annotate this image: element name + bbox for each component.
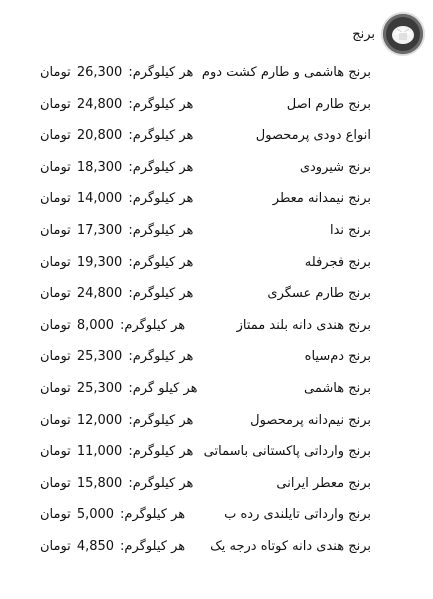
unit-label: هر کیلوگرم:	[128, 159, 194, 175]
item-name: برنج هاشمی و طارم کشت دوم	[201, 65, 371, 80]
price-row	[0, 311, 433, 343]
price-row	[0, 184, 433, 216]
price-value: 14,000	[76, 191, 123, 207]
price-row	[0, 532, 433, 564]
item-name: برنج ندا	[330, 222, 371, 238]
price-row	[0, 374, 433, 406]
item-price	[40, 349, 193, 364]
item-price	[40, 444, 193, 459]
currency-label: تومان	[40, 254, 71, 270]
price-value: 25,300	[76, 380, 123, 396]
currency-label: تومان	[40, 96, 71, 112]
price-row	[0, 216, 433, 248]
currency-label: تومان	[40, 475, 71, 491]
price-value: 20,800	[76, 128, 123, 144]
item-price	[40, 128, 193, 143]
unit-label: هر کیلوگرم:	[128, 65, 194, 80]
price-value: 8,000	[76, 317, 115, 333]
currency-label: تومان	[40, 507, 71, 523]
unit-label: هر کیلوگرم:	[128, 475, 194, 491]
currency-label: تومان	[40, 380, 71, 396]
unit-label: هر کیلوگرم:	[128, 412, 194, 428]
item-name: برنج هندی دانه کوتاه درجه یک	[210, 538, 371, 554]
item-price	[40, 223, 193, 238]
price-value: 18,300	[76, 159, 123, 175]
item-price	[40, 160, 193, 175]
item-price	[40, 476, 193, 491]
unit-label: هر کیلوگرم:	[120, 538, 186, 554]
price-row	[0, 58, 433, 90]
item-name: برنج وارداتی تایلندی رده ب	[224, 507, 371, 523]
item-name: برنج هاشمی	[304, 380, 371, 396]
item-price	[40, 318, 185, 333]
item-name: برنج نیم‌دانه پرمحصول	[250, 412, 371, 428]
price-value: 25,300	[76, 349, 123, 365]
page-title: برنج	[352, 26, 375, 42]
price-value: 15,800	[76, 475, 123, 491]
currency-label: تومان	[40, 538, 71, 554]
price-row	[0, 500, 433, 532]
price-value: 12,000	[76, 412, 123, 428]
item-name: برنج دم‌سیاه	[304, 349, 371, 365]
price-row	[0, 121, 433, 153]
item-price	[40, 255, 193, 270]
currency-label: تومان	[40, 128, 71, 144]
item-name: برنج طارم عسگری	[267, 286, 371, 302]
unit-label: هر کیلوگرم:	[128, 254, 194, 270]
currency-label: تومان	[40, 286, 71, 302]
price-row	[0, 406, 433, 438]
item-price	[40, 286, 193, 301]
currency-label: تومان	[40, 222, 71, 238]
currency-label: تومان	[40, 317, 71, 333]
item-price	[40, 539, 185, 554]
item-name: برنج هندی دانه بلند ممتاز	[236, 317, 371, 333]
item-name: برنج نیمدانه معطر	[272, 191, 371, 207]
currency-label: تومان	[40, 412, 71, 428]
item-name: انواع دودی پرمحصول	[255, 128, 371, 144]
price-row	[0, 437, 433, 469]
currency-label: تومان	[40, 349, 71, 365]
unit-label: هر کیلوگرم:	[120, 507, 186, 523]
item-price	[40, 65, 193, 80]
item-price	[40, 191, 193, 206]
currency-label: تومان	[40, 444, 71, 460]
unit-label: هر کیلوگرم:	[120, 317, 186, 333]
price-value: 11,000	[76, 444, 123, 460]
price-value: 24,800	[76, 96, 123, 112]
rice-bowl-icon	[383, 14, 423, 54]
unit-label: هر کیلوگرم:	[128, 128, 194, 144]
price-value: 4,850	[76, 538, 115, 554]
currency-label: تومان	[40, 65, 71, 80]
price-row	[0, 153, 433, 185]
unit-label: هر کیلوگرم:	[128, 444, 194, 460]
price-value: 17,300	[76, 222, 123, 238]
item-price	[40, 507, 185, 522]
item-name: برنج معطر ایرانی	[276, 475, 371, 491]
unit-label: هر کیلوگرم:	[128, 191, 194, 207]
page-header	[352, 12, 423, 56]
price-value: 5,000	[76, 507, 115, 523]
price-value: 26,300	[76, 65, 123, 80]
item-price	[40, 97, 193, 112]
price-row	[0, 342, 433, 374]
unit-label: هر کیلوگرم:	[128, 349, 194, 365]
price-value: 19,300	[76, 254, 123, 270]
price-list	[0, 58, 433, 564]
unit-label: هر کیلوگرم:	[128, 286, 194, 302]
item-name: برنج شیرودی	[299, 159, 371, 175]
currency-label: تومان	[40, 191, 71, 207]
item-name: برنج وارداتی پاکستانی باسماتی	[203, 444, 371, 460]
unit-label: هر کیلو گرم:	[128, 380, 198, 396]
item-price	[40, 381, 198, 396]
unit-label: هر کیلوگرم:	[128, 96, 194, 112]
item-name: برنج طارم اصل	[286, 96, 371, 112]
item-price	[40, 413, 193, 428]
price-row	[0, 469, 433, 501]
unit-label: هر کیلوگرم:	[128, 222, 194, 238]
currency-label: تومان	[40, 159, 71, 175]
item-name: برنج فجرفله	[304, 254, 371, 270]
price-row	[0, 90, 433, 122]
price-value: 24,800	[76, 286, 123, 302]
price-row	[0, 248, 433, 280]
price-row	[0, 279, 433, 311]
